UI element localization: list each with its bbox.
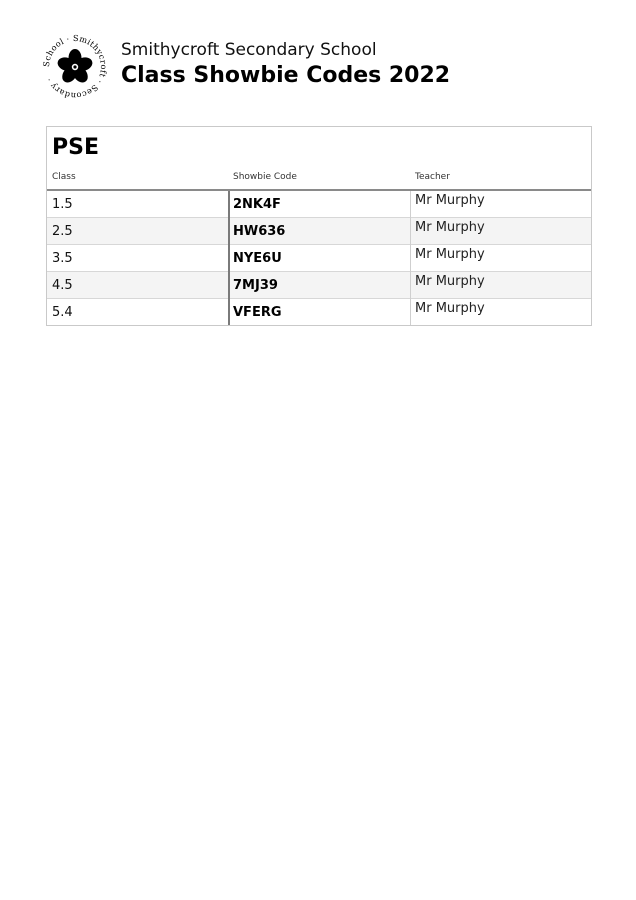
school-logo [42, 34, 108, 100]
school-name: Smithycroft Secondary School [121, 40, 377, 60]
table-row [47, 272, 591, 299]
column-divider-code [228, 191, 230, 325]
table-body [47, 191, 591, 326]
column-header-showbie-code: Showbie Code [233, 172, 297, 182]
showbie-code-cell: HW636 [233, 223, 286, 239]
class-cell: 1.5 [52, 196, 73, 212]
class-cell: 4.5 [52, 277, 73, 293]
page-title: Class Showbie Codes 2022 [121, 63, 451, 88]
teacher-cell: Mr Murphy [415, 274, 485, 289]
showbie-code-cell: 2NK4F [233, 196, 281, 212]
showbie-code-cell: 7MJ39 [233, 277, 278, 293]
column-header-teacher: Teacher [415, 172, 450, 182]
section-title: PSE [52, 135, 99, 160]
class-cell: 2.5 [52, 223, 73, 239]
showbie-code-cell: VFERG [233, 304, 282, 320]
teacher-cell: Mr Murphy [415, 301, 485, 316]
table-row [47, 299, 591, 326]
column-divider-teacher [410, 191, 411, 325]
teacher-cell: Mr Murphy [415, 220, 485, 235]
column-header-class: Class [52, 172, 76, 182]
table-row [47, 218, 591, 245]
teacher-cell: Mr Murphy [415, 193, 485, 208]
table-row [47, 191, 591, 218]
table-row [47, 245, 591, 272]
codes-table-card [46, 126, 592, 326]
teacher-cell: Mr Murphy [415, 247, 485, 262]
flower-emblem-icon [42, 34, 108, 100]
logo-ring-text: chool · Smithycr ft · Secondary · [42, 34, 108, 100]
class-cell: 5.4 [52, 304, 73, 320]
class-cell: 3.5 [52, 250, 73, 266]
showbie-code-cell: NYE6U [233, 250, 282, 266]
